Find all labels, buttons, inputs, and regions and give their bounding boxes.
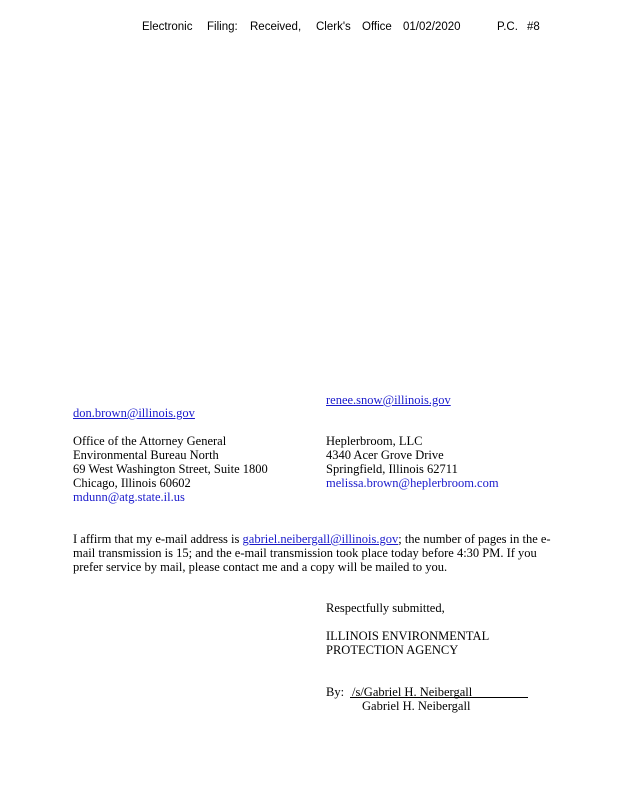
- melissa-brown-email-link[interactable]: melissa.brown@heplerbroom.com: [326, 476, 499, 490]
- address-line: Chicago, Illinois 60602: [73, 476, 191, 490]
- stamp-filing: Filing:: [207, 21, 238, 33]
- closing: Respectfully submitted,: [326, 601, 445, 615]
- heplerbroom-address: [326, 434, 499, 490]
- agency-name-line1: ILLINOIS ENVIRONMENTAL: [326, 629, 490, 643]
- address-line: 4340 Acer Grove Drive: [326, 448, 444, 462]
- address-line: Springfield, Illinois 62711: [326, 462, 458, 476]
- stamp-received: Received,: [250, 21, 302, 33]
- affirmation-text: I affirm that my e-mail address is: [73, 532, 243, 546]
- don-brown-email-link[interactable]: don.brown@illinois.gov: [73, 406, 195, 420]
- address-line: Environmental Bureau North: [73, 448, 219, 462]
- agency-name-line2: PROTECTION AGENCY: [326, 643, 459, 657]
- signer-name: Gabriel H. Neibergall: [362, 699, 471, 713]
- stamp-electronic: Electronic: [142, 21, 193, 33]
- affirmation-line: prefer service by mail, please contact me and a copy will be mailed to you.: [73, 560, 448, 574]
- address-line: Heplerbroom, LLC: [326, 434, 423, 448]
- affirmation-paragraph: [73, 532, 551, 574]
- attorney-general-address: [73, 434, 268, 504]
- by-label: By:: [326, 685, 345, 699]
- renee-snow-email-link[interactable]: renee.snow@illinois.gov: [326, 393, 451, 407]
- affirmation-line: mail transmission is 15; and the e-mail transmission took place today before 4:30 PM. If you: [73, 546, 537, 560]
- affirmation-text: ; the number of pages in the e-: [398, 532, 551, 546]
- address-line: Office of the Attorney General: [73, 434, 227, 448]
- stamp-date: 01/02/2020: [403, 21, 461, 33]
- stamp-number: #8: [527, 21, 540, 33]
- stamp-pc: P.C.: [497, 21, 518, 33]
- stamp-office: Office: [362, 21, 392, 33]
- signature-line: [350, 697, 528, 698]
- address-line: 69 West Washington Street, Suite 1800: [73, 462, 268, 476]
- gabriel-email-link[interactable]: gabriel.neibergall@illinois.gov: [242, 532, 399, 546]
- stamp-clerks: Clerk's: [316, 21, 351, 33]
- mdunn-email-link[interactable]: mdunn@atg.state.il.us: [73, 490, 185, 504]
- electronic-signature: /s/Gabriel H. Neibergall: [352, 685, 473, 699]
